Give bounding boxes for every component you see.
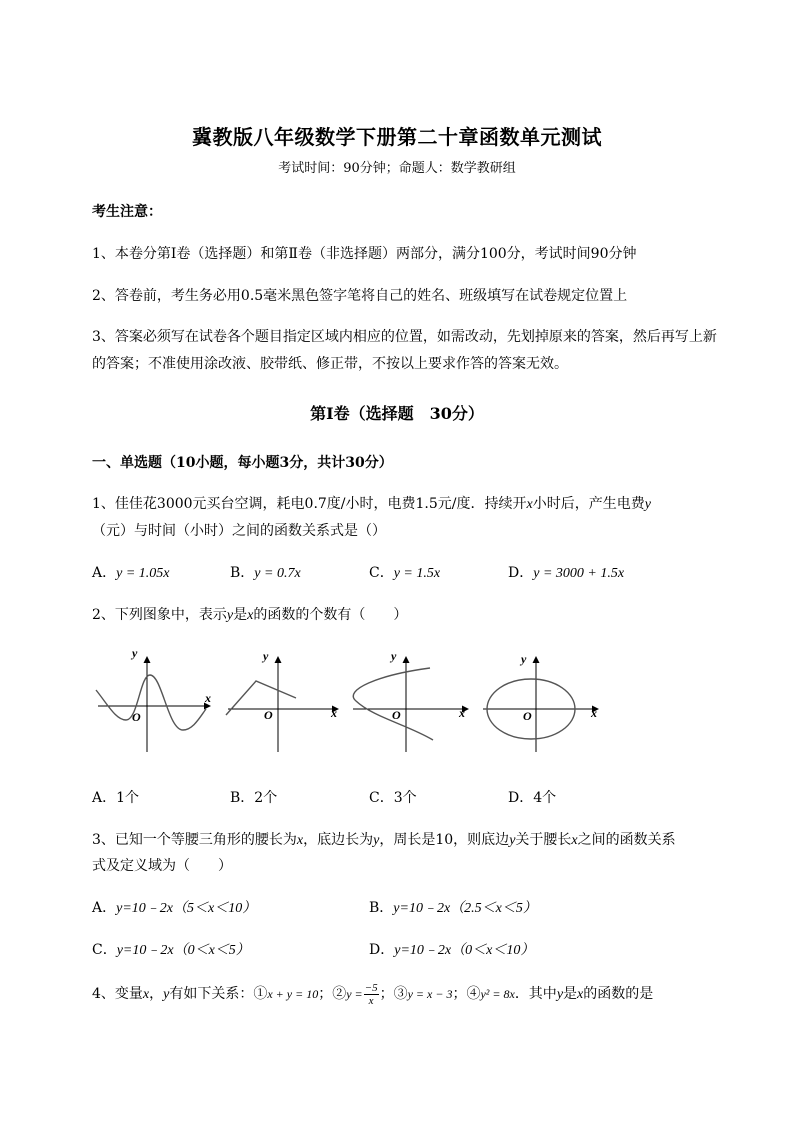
graph-4-y-label: y [521, 652, 527, 666]
graph-3-x-label: x [459, 706, 465, 720]
q3-text-a: 3、已知一个等腰三角形的腰长为 [92, 832, 297, 848]
q4-text: 有如下关系：① [169, 986, 268, 1002]
q4-text: 的函数的是 [583, 986, 654, 1002]
q3-option-b [369, 897, 537, 917]
option-expr: y = 1.05x [116, 566, 170, 581]
q3-text: ，周长是10，则底边 [379, 832, 510, 848]
option-expr: y = 3000 + 1.5x [533, 566, 625, 581]
option-label: B． [369, 900, 394, 916]
graph-4-origin-label: O [523, 709, 532, 723]
q4-text: ；③ [379, 986, 408, 1002]
option-expr: y=10﹣2x（0＜x＜10） [394, 943, 535, 958]
option-expr: y=10﹣2x（5＜x＜10） [116, 901, 257, 916]
option-label: B． [230, 565, 255, 581]
q1-option-b [230, 562, 301, 582]
option-label: A． [92, 565, 117, 581]
q4-var: y [163, 987, 170, 1002]
q2-graphs [88, 645, 618, 760]
graph-1-y-label: y [132, 646, 138, 660]
q3-text: 之间的函数关系 [577, 832, 676, 848]
q4-var: x [577, 987, 584, 1002]
graph-2-y-label: y [263, 649, 269, 663]
question-3-line1 [92, 829, 676, 849]
q1-var-x: x [526, 497, 533, 512]
q2-option-a: A．1个 [92, 790, 140, 806]
option-expr: y = 0.7x [254, 566, 301, 581]
q1-option-c [369, 562, 440, 582]
graph-2 [226, 649, 338, 752]
graph-4 [483, 652, 598, 752]
fraction-numerator: −5 [364, 981, 378, 994]
graph-1-origin-label: O [132, 710, 141, 724]
q4-text: ．其中 [514, 986, 557, 1002]
graph-1-x-label: x [205, 691, 211, 705]
q4-var: x [142, 987, 150, 1002]
q2-text-b: 是 [233, 607, 248, 623]
notice-item-3-line2: 的答案；不准使用涂改液、胶带纸、修正带，不按以上要求作答的答案无效。 [92, 356, 568, 372]
question-4-stem [92, 980, 653, 1009]
option-expr: y=10﹣2x（0＜x＜5） [116, 943, 250, 958]
q3-option-c [92, 939, 250, 959]
notice-item-3-line1: 3、答案必须写在试卷各个题目指定区域内相应的位置，如需改动，先划掉原来的答案，然后再写上新 [92, 329, 717, 345]
q2-text-c: 的函数的个数有（ ） [253, 607, 408, 623]
q3-var: y [373, 833, 380, 848]
section-title: 第Ⅰ卷（选择题 30分） [310, 404, 484, 423]
question-2-stem [92, 604, 407, 624]
q1-text-c: 小时后，产生电费 [532, 496, 645, 512]
notice-heading: 考生注意： [92, 204, 162, 220]
option-expr: y=10﹣2x（2.5＜x＜5） [393, 901, 537, 916]
notice-item-2: 2、答卷前，考生务必用0.5毫米黑色签字笔将自己的姓名、班级填写在试卷规定位置上 [92, 288, 628, 304]
graph-2-origin-label: O [264, 708, 273, 722]
fraction-denominator: x [368, 994, 374, 1007]
graph-2-x-label: x [331, 706, 337, 720]
option-label: C． [369, 565, 394, 581]
q1-option-a [92, 562, 170, 582]
page-subtitle: 考试时间：90分钟；命题人：数学教研组 [278, 161, 516, 176]
option-label: D． [508, 565, 534, 581]
option-label: D． [369, 942, 395, 958]
q4-text: 是 [563, 986, 578, 1002]
q2-var-x: x [247, 608, 254, 623]
q3-var: y [509, 833, 516, 848]
graph-3 [353, 649, 468, 752]
q2-var-y: y [226, 608, 234, 623]
q2-text-a: 2、下列图象中，表示 [92, 607, 227, 623]
q3-text: 关于腰长 [515, 832, 572, 848]
q1-var-y: y [644, 497, 651, 512]
q4-text: ， [149, 986, 164, 1002]
q3-var: x [571, 833, 578, 848]
q4-relation-3: y = x − 3 [407, 987, 453, 1001]
q4-text: ；② [318, 986, 347, 1002]
option-label: A． [92, 900, 117, 916]
q4-relation-4: y² = 8x [480, 987, 515, 1001]
option-label: C． [92, 942, 117, 958]
question-1-line2: （元）与时间（小时）之间的函数关系式是（） [92, 523, 386, 539]
q4-relation-2-fraction [364, 982, 379, 1007]
graph-3-origin-label: O [392, 708, 401, 722]
q4-relation-1: x + y = 10 [267, 987, 319, 1001]
notice-item-1: 1、本卷分第Ⅰ卷（选择题）和第Ⅱ卷（非选择题）两部分，满分100分，考试时间90分钟 [92, 246, 637, 262]
graph-4-x-label: x [591, 706, 597, 720]
q2-option-c: C．3个 [369, 790, 417, 806]
q1-text-a: 1、佳佳花3000元买台空调，耗电0.7度/小时，电费1.5元/度．持续开 [92, 496, 527, 512]
q2-option-d: D．4个 [508, 790, 557, 806]
option-expr: y = 1.5x [393, 566, 441, 581]
q3-option-d [369, 939, 534, 959]
q2-option-b: B．2个 [230, 790, 278, 806]
q4-relation-2-lhs: y = [346, 987, 363, 1001]
question-3-line2: 式及定义域为（ ） [92, 858, 232, 874]
page-title: 冀教版八年级数学下册第二十章函数单元测试 [192, 125, 602, 149]
q4-text: ；④ [452, 986, 481, 1002]
q3-var: x [296, 833, 304, 848]
q1-option-d [508, 562, 624, 582]
part-heading: 一、单选题（10小题，每小题3分，共计30分） [92, 455, 393, 471]
graph-3-y-label: y [391, 649, 397, 663]
q4-var: y [556, 987, 564, 1002]
q3-text: ，底边长为 [303, 832, 374, 848]
q4-text: 4、变量 [92, 986, 143, 1002]
question-1-line1 [92, 493, 651, 513]
graph-1 [96, 646, 211, 752]
q3-option-a [92, 897, 256, 917]
